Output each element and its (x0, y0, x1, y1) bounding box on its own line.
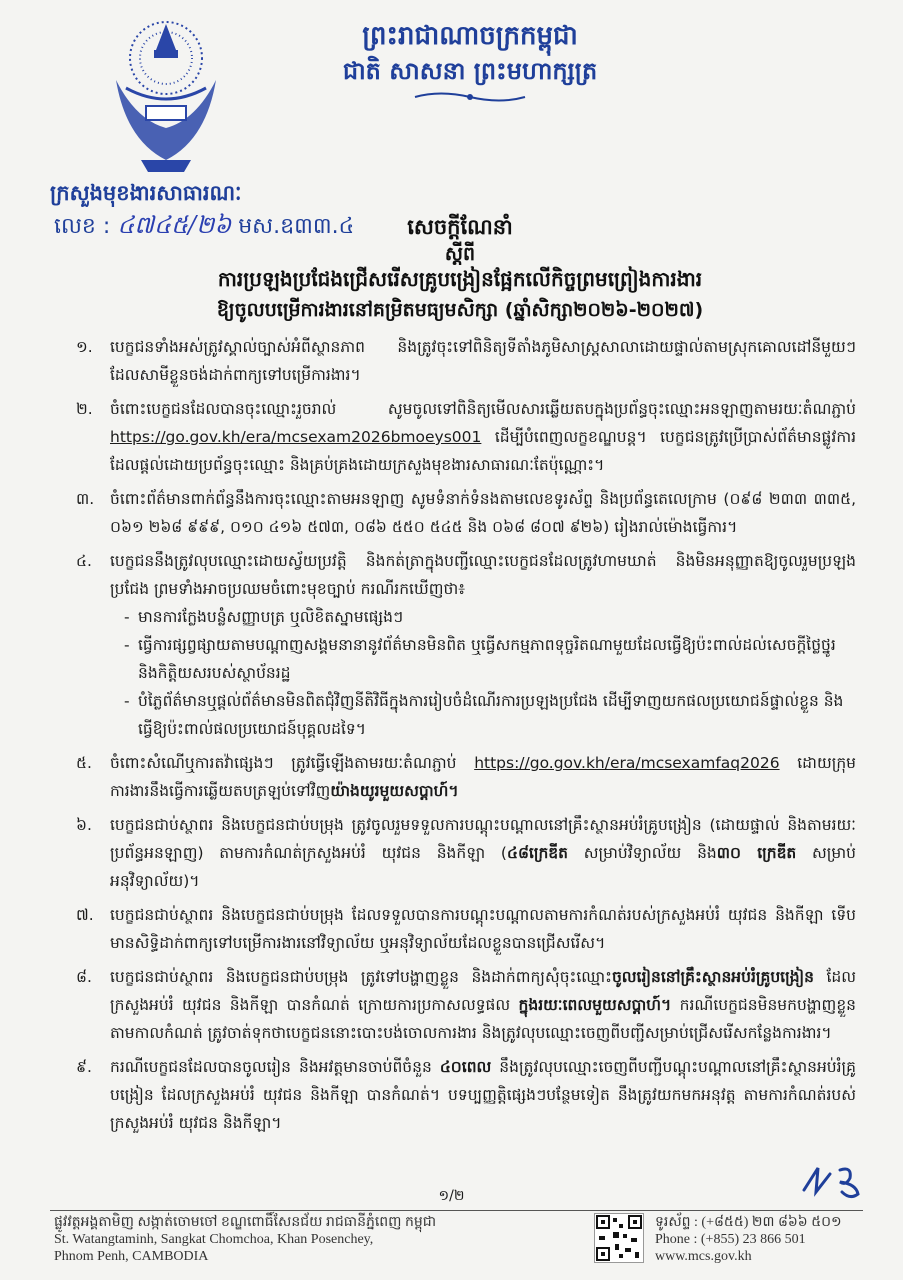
ref-suffix: មស.ឧ៣៣.៤ (238, 214, 355, 239)
item-text-part: បេក្ខជនជាប់ស្ថាពរ និងបេក្ខជនជាប់បម្រុង ត្រូវចូលរួមទទួលការបណ្ដុះបណ្ដាលនៅគ្រឹះស្ថានអប់រំគ្រូបង្រៀន (ដោយផ្ទាល់ និងតាមរយៈប្រព័ន្ធអនឡាញ) តាមការកំណត់ក្រសួងអប់រំ យុវជន និងកីឡា ( (110, 816, 856, 862)
page-number: ១/២ (438, 1188, 465, 1204)
item-number: ៨. (76, 968, 92, 986)
sub-bullet: - មានការក្លែងបន្លំសញ្ញាបត្រ ឬលិខិតស្នាមផ្សេងៗ (110, 603, 856, 631)
footer-divider (50, 1210, 863, 1211)
footer-address (54, 1214, 436, 1265)
item-text: ចំពោះព័ត៌មានពាក់ព័ន្ធនឹងការចុះឈ្មោះតាមអនឡាញ សូមទំនាក់ទំនងតាមលេខទូរស័ព្ទ និងប្រព័ន្ធតេលេក្រាម (០៩៨ ២៣៣ ៣៣៥, ០៦១ ២៦៨ ៩៩៩, ០១០ ៤១៦ ៥៧៣, ០៨៦ ៥៥០ ៥៤៥ និង ០៦៨ ៨០៧ ៩២៦) រៀងរាល់ម៉ោងធ្វើការ។ (110, 490, 856, 536)
qr-code-icon (594, 1213, 644, 1263)
item-text-part: ករណីបេក្ខជនមិនមកបង្ហាញខ្លួនតាមកាលកំណត់ ត្រូវចាត់ទុកថាបេក្ខជននោះបោះបង់ចោលការងារ និងត្រូវលុបឈ្មោះចេញពីបញ្ជីសម្រាប់ជ្រើសរើសកន្លែងការងារ។ (110, 996, 856, 1042)
national-motto: ជាតិ សាសនា ព្រះមហាក្សត្រ (342, 57, 598, 85)
ref-number: ៤៧៤៥/២៦ (117, 211, 232, 239)
list-item (76, 901, 856, 957)
sub-bullet: - បំភ្លៃព័ត៌មានឬផ្តល់ព័ត៌មានមិនពិតជុំវិញនីតិវិធីក្នុងការរៀបចំដំណើរការប្រឡងប្រជែង ដើម្បីទាញយកផលប្រយោជន៍ផ្ទាល់ខ្លួន និងធ្វើឱ្យប៉ះពាល់ផលប្រយោជន៍បុគ្គលដទៃ។ (110, 687, 856, 743)
item-text: បេក្ខជនជាប់ស្ថាពរ និងបេក្ខជនជាប់បម្រុង ដែលទទួលបានការបណ្ដុះបណ្ដាលតាមការកំណត់របស់ក្រសួងអប់រំ យុវជន និងកីឡា ទើបមានសិទ្ធិដាក់ពាក្យទៅបម្រើការងារនៅវិទ្យាល័យ ឬអនុវិទ្យាល័យដែលខ្លួនបានជ្រើសរើស។ (110, 906, 856, 952)
list-item (76, 1053, 856, 1137)
item-text-part: សម្រាប់វិទ្យាល័យ និង (567, 844, 717, 862)
ornament-icon (410, 90, 530, 104)
item-number: ៤. (76, 552, 92, 570)
item-text-bold: ៣០ ក្រេឌីត (716, 844, 797, 862)
item-text-part: នឹងត្រូវលុបឈ្មោះចេញពីបញ្ជីបណ្ដុះបណ្ដាលនៅគ្រឹះស្ថានអប់រំគ្រូបង្រៀន ដែលក្រសួងអប់រំ យុវជន និងកីឡា បានកំណត់។ បទប្បញ្ញត្តិផ្សេងៗបន្ថែមទៀត នឹងត្រូវយកមកអនុវត្ត តាមការកំណត់របស់ក្រសួងអប់រំ យុវជន និងកីឡា។ (110, 1058, 857, 1132)
item-number: ៧. (76, 906, 94, 924)
item-text-part: ចំពោះបេក្ខជនដែលបានចុះឈ្មោះរួចរាល់ សូមចូលទៅពិនិត្យមើលសារឆ្លើយតបក្នុងប្រព័ន្ធចុះឈ្មោះអនឡាញតាមរយៈតំណភ្ជាប់ (110, 400, 856, 418)
kingdom-name: ព្រះរាជាណាចក្រកម្ពុជា (362, 21, 578, 51)
list-item (76, 485, 856, 541)
item-text-bold: ៤០ពេល (439, 1058, 492, 1076)
item-number: ៦. (76, 816, 92, 834)
item-text-part: សម្រាប់អនុវិទ្យាល័យ)។ (110, 844, 857, 890)
item-text: បេក្ខជនទាំងអស់ត្រូវស្គាល់ច្បាស់អំពីស្ថានភាព និងត្រូវចុះទៅពិនិត្យទីតាំងភូមិសាស្ត្រសាលាដោយផ្ទាល់តាមស្រុកគោលដៅនីមួយៗ ដែលសាមីខ្លួនចង់ដាក់ពាក្យទៅបម្រើការងារ។ (110, 338, 856, 384)
phone-english: Phone : (+855) 23 866 501 (655, 1232, 806, 1247)
address-english-1: St. Watangtaminh, Sangkat Chomchoa, Khan Posenchey, (54, 1232, 374, 1247)
item-number: ៣. (76, 490, 95, 508)
item-text-part: ចំពោះសំណើឬការតវ៉ាផ្សេងៗ ត្រូវធ្វើឡើងតាមរយៈតំណភ្ជាប់ (110, 754, 457, 772)
item-text-part: ដើម្បីបំពេញលក្ខខណ្ឌបន្ត។ បេក្ខជនត្រូវប្រើប្រាស់ព័ត៌មានផ្លូវការដែលផ្តល់ដោយប្រព័ន្ធចុះឈ្មោះ និងគ្រប់គ្រងដោយក្រសួងមុខងារសាធារណៈតែប៉ុណ្ណោះ។ (110, 428, 856, 474)
item-text (110, 963, 856, 1047)
royal-emblem-icon (96, 10, 236, 180)
instruction-list (76, 333, 856, 1143)
item-number: ២. (76, 400, 93, 418)
faq-link[interactable]: https://go.gov.kh/era/mcsexamfaq2026 (474, 754, 780, 772)
list-item (76, 547, 856, 743)
item-text (110, 811, 856, 895)
item-number: ១. (76, 338, 93, 356)
ministry-name: ក្រសួងមុខងារសាធារណៈ (50, 181, 242, 205)
item-text-part: ដែលក្រសួងអប់រំ យុវជន និងកីឡា បានកំណត់ ក្រោយការប្រកាសលទ្ធផល (110, 968, 856, 1014)
item-number: ៩. (76, 1058, 92, 1076)
footer-contact (655, 1214, 842, 1265)
ref-label: លេខ : (54, 214, 111, 239)
item-text-part: បេក្ខជនជាប់ស្ថាពរ និងបេក្ខជនជាប់បម្រុង ត្រូវទៅបង្ហាញខ្លួន និងដាក់ពាក្យសុំចុះឈ្មោះ (110, 968, 612, 986)
sub-bullet: - ធ្វើការផ្សព្វផ្សាយតាមបណ្ដាញសង្គមនានានូវព័ត៌មានមិនពិត ឬធ្វើសកម្មភាពទុច្ចរិតណាមួយដែលធ្វើឱ្យប៉ះពាល់ដល់សេចក្ដីថ្លៃថ្នូរ និងកិត្តិយសរបស់ស្ថាប័នរដ្ឋ (110, 631, 856, 687)
phone-khmer: ទូរស័ព្ទ : (+៨៥៥) ២៣ ៨៦៦ ៥០១ (655, 1215, 842, 1230)
list-item (76, 333, 856, 389)
doc-subject-line-2: ឱ្យចូលបម្រើការងារនៅគម្រិតមធ្យមសិក្សា (ឆ្នាំសិក្សា២០២៦-២០២៧) (216, 299, 704, 321)
item-text: បេក្ខជននឹងត្រូវលុបឈ្មោះដោយស្វ័យប្រវត្តិ និងកត់ត្រាក្នុងបញ្ជីឈ្មោះបេក្ខជនដែលត្រូវហាមឃាត់ និងមិនអនុញ្ញាតឱ្យចូលរួមប្រឡងប្រជែង ព្រមទាំងអាចប្រឈមចំពោះមុខច្បាប់ ករណីរកឃើញថា៖ (110, 552, 856, 598)
item-text-bold: ចូលរៀននៅគ្រឹះស្ថានអប់រំគ្រូបង្រៀន (611, 968, 815, 986)
kingdom-header (300, 18, 640, 104)
item-text-bold: ៤៨ក្រេឌីត (506, 844, 568, 862)
doc-title: សេចក្ដីណែនាំ (407, 215, 513, 239)
item-text (110, 1053, 856, 1137)
item-number: ៥. (76, 754, 92, 772)
item-text-bold: យ៉ាងយូរមួយសប្ដាហ៍។ (330, 782, 459, 800)
item-text (110, 395, 856, 479)
address-khmer: ផ្លូវវត្តអង្គតាមិញ សង្កាត់ចោមចៅ ខណ្ឌពោធិ៍សែនជ័យ រាជធានីភ្នំពេញ កម្ពុជា (54, 1215, 437, 1230)
list-item (76, 963, 856, 1047)
item-text (110, 749, 856, 805)
list-item (76, 395, 856, 479)
registration-link[interactable]: https://go.gov.kh/era/mcsexam2026bmoeys001 (110, 428, 482, 446)
item-text-part: ករណីបេក្ខជនដែលបានចូលរៀន និងអវត្តមានចាប់ពីចំនួន (110, 1058, 440, 1076)
website-link[interactable]: www.mcs.gov.kh (655, 1249, 752, 1264)
address-english-2: Phnom Penh, CAMBODIA (54, 1249, 209, 1264)
list-item (76, 811, 856, 895)
item-text-part: ដោយក្រុមការងារនឹងធ្វើការឆ្លើយតបត្រឡប់ទៅវិញ (110, 754, 856, 800)
doc-subject-line-1: ការប្រឡងប្រជែងជ្រើសរើសគ្រូបង្រៀនផ្អែកលើកិច្ចព្រមព្រៀងការងារ (217, 267, 703, 291)
item-text-bold: ក្នុងរយៈពេលមួយសប្ដាហ៍។ (518, 996, 672, 1014)
doc-subtitle-about: ស្ដីពី (444, 243, 476, 265)
list-item (76, 749, 856, 805)
